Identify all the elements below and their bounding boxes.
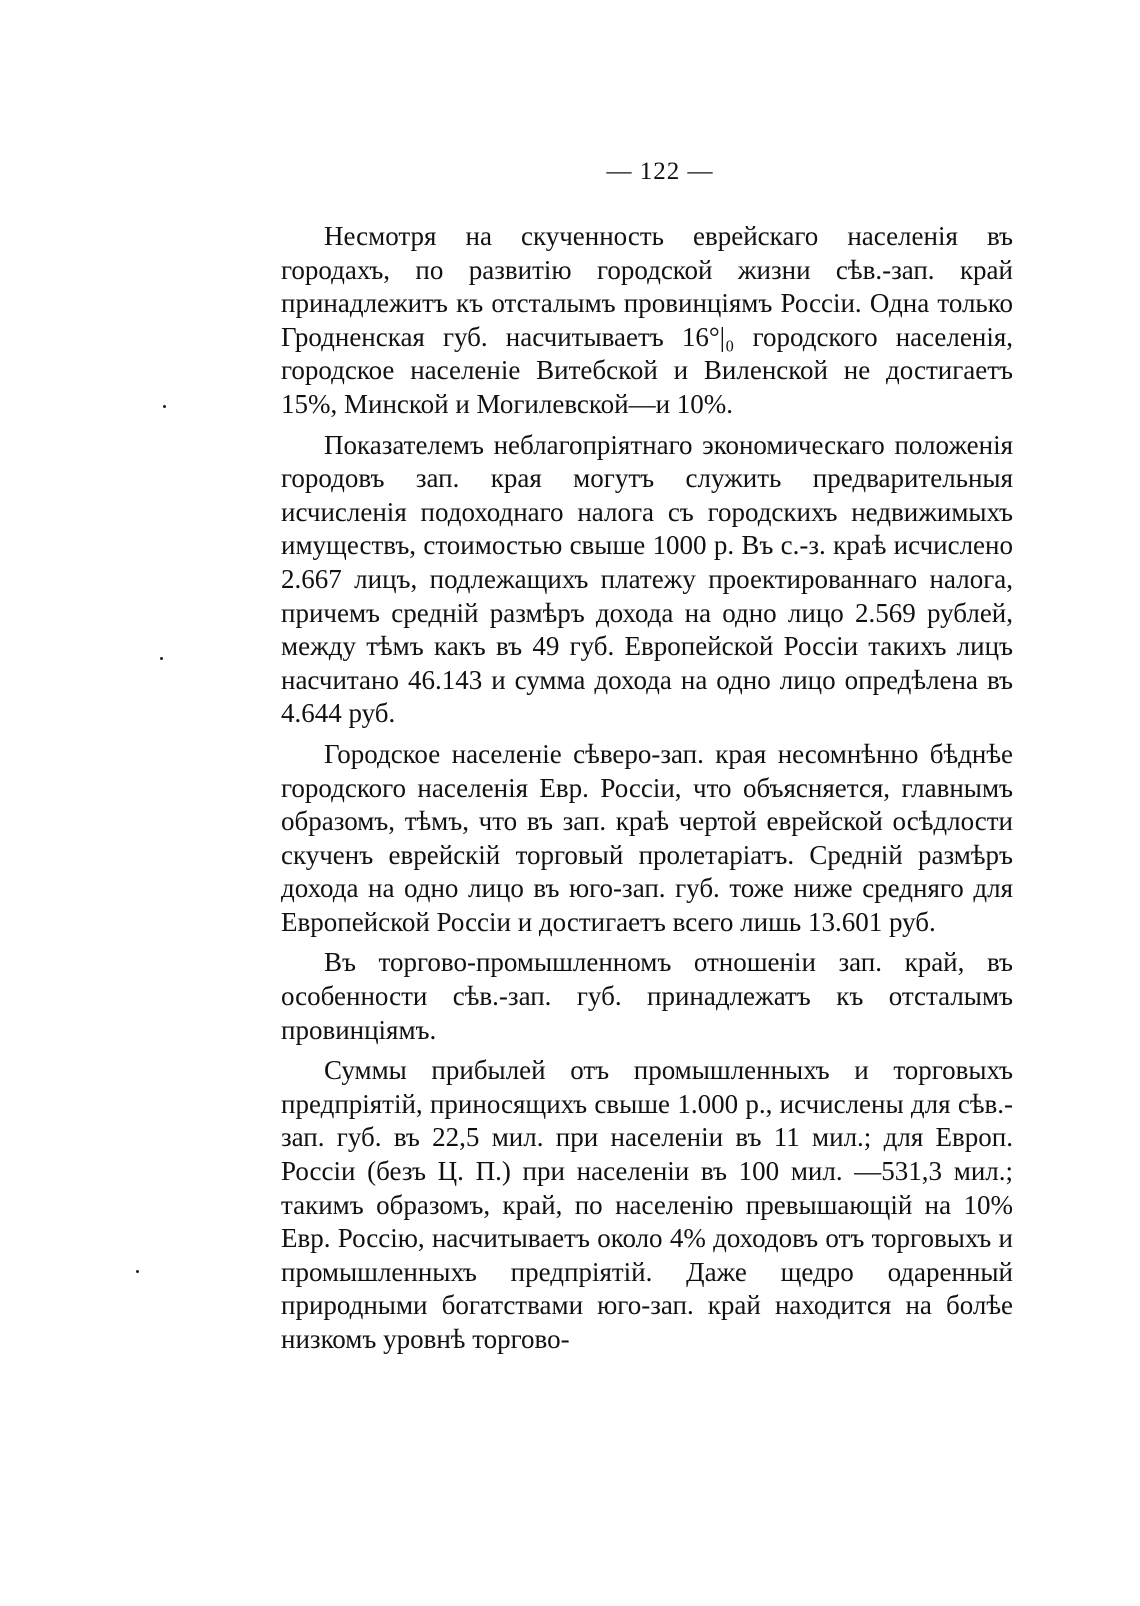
scan-speck [163, 405, 166, 408]
paragraph-1: Несмотря на скученность еврейскаго населенія въ городахъ, по развитію городской жизни сѣв.-зап. край принадлежитъ къ отсталымъ провинціямъ Россіи. Одна только Гродненская губ. насчитываетъ 16°|₀ городского населенія, городское населеніе Витебской и Виленской не достигаетъ 15%, Минской и Могилевской—и 10%. [281, 221, 1013, 419]
paragraph-4: Въ торгово-промышленномъ отношеніи зап. край, въ особенности сѣв.-зап. губ. принадлежатъ къ отсталымъ провинціямъ. [281, 947, 1013, 1045]
page-number: — 122 — [606, 158, 714, 185]
paragraph-5: Суммы прибылей отъ промышленныхъ и торговыхъ предпріятій, приносящихъ свыше 1.000 р., исчислены для сѣв.-зап. губ. въ 22,5 мил. при населеніи въ 11 мил.; для Европ. Россіи (безъ Ц. П.) при населеніи въ 100 мил. —531,3 мил.; такимъ образомъ, край, по населенію превышающій на 10% Евр. Россію, насчитываетъ около 4% доходовъ отъ торговыхъ и промышленныхъ предпріятій. Даже щедро одаренный природными богатствами юго-зап. край находится на болѣе низкомъ уровнѣ торгово- [281, 1055, 1013, 1354]
scan-speck [160, 657, 163, 660]
scan-speck [136, 1270, 139, 1273]
paragraph-3: Городское населеніе сѣверо-зап. края несомнѣнно бѣднѣе городского населенія Евр. Россіи, что объясняется, главнымъ образомъ, тѣмъ, что въ зап. краѣ чертой еврейской осѣдлости скученъ еврейскій торговый пролетаріатъ. Средній размѣръ дохода на одно лицо въ юго-зап. губ. тоже ниже средняго для Европейской Россіи и достигаетъ всего лишь 13.601 руб. [281, 738, 1013, 937]
paragraph-2: Показателемъ неблагопріятнаго экономическаго положенія городовъ зап. края могутъ служить предварительныя исчисленія подоходнаго налога съ городскихъ недвижимыхъ имуществъ, стоимостью свыше 1000 р. Въ с.-з. краѣ исчислено 2.667 лицъ, подлежащихъ платежу проектированнаго налога, причемъ средній размѣръ дохода на одно лицо 2.569 рублей, между тѣмъ какъ въ 49 губ. Европейской Россіи такихъ лицъ насчитано 46.143 и сумма дохода на одно лицо опредѣлена въ 4.644 руб. [281, 429, 1013, 729]
body-text [281, 220, 1013, 1364]
